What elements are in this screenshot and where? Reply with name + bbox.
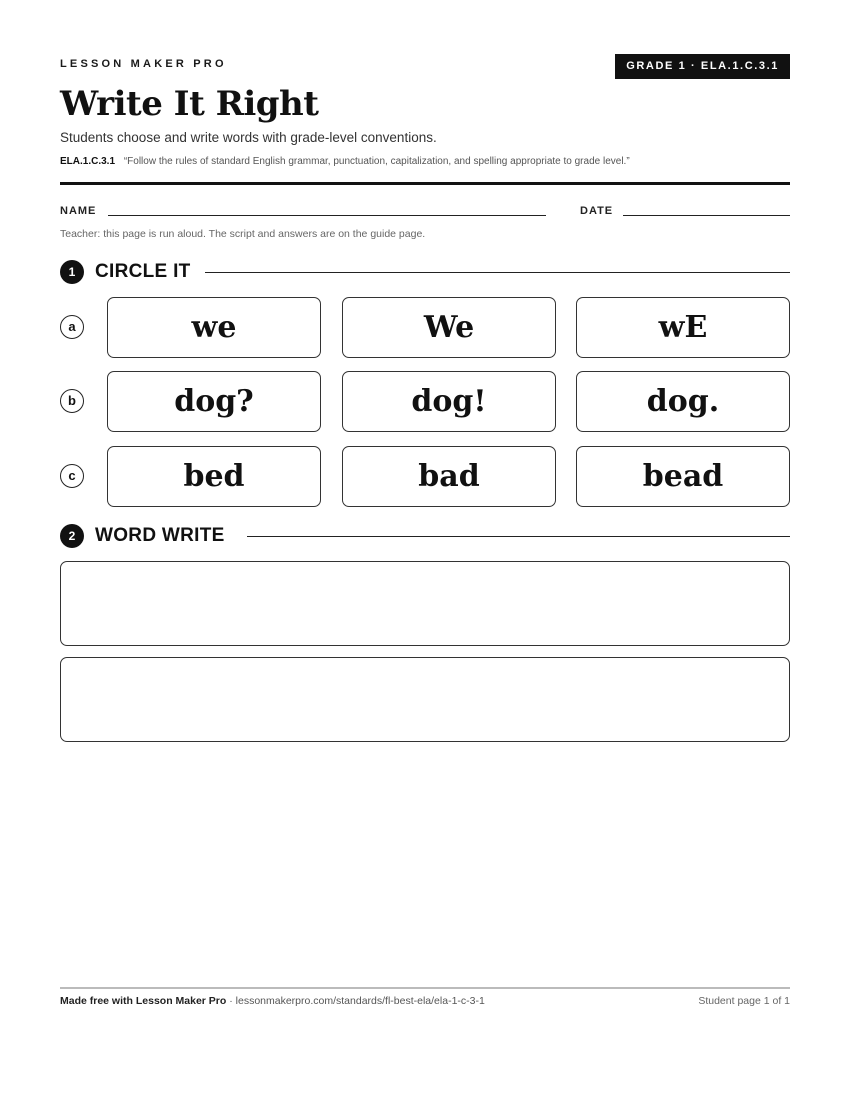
date-label: DATE — [580, 205, 614, 217]
choice-b-3[interactable]: dog. — [576, 371, 790, 432]
section-number: 2 — [60, 524, 84, 548]
section-title: WORD WRITE — [95, 525, 237, 547]
footer-credit — [60, 995, 485, 1007]
choice-a-3[interactable]: wE — [576, 297, 790, 358]
choice-b-2[interactable]: dog! — [342, 371, 556, 432]
row-letter-b: b — [60, 389, 84, 413]
section-number: 1 — [60, 260, 84, 284]
teacher-note: Teacher: this page is run aloud. The script and answers are on the guide page. — [60, 228, 426, 240]
page-title: Write It Right — [60, 84, 319, 124]
brand-name: LESSON MAKER PRO — [60, 58, 227, 70]
section-header-word-write — [60, 524, 790, 548]
choice-a-2[interactable]: We — [342, 297, 556, 358]
date-field[interactable] — [623, 215, 790, 216]
word-write-box-2[interactable] — [60, 657, 790, 742]
section-title: CIRCLE IT — [95, 261, 203, 283]
row-letter-a: a — [60, 315, 84, 339]
word-write-box-1[interactable] — [60, 561, 790, 646]
name-label: NAME — [60, 205, 97, 217]
choice-c-1[interactable]: bed — [107, 446, 321, 507]
footer-url[interactable]: · lessonmakerpro.com/standards/fl-best-ela/ela-1-c-3-1 — [226, 995, 485, 1007]
name-field[interactable] — [108, 215, 546, 216]
footer-divider — [60, 987, 790, 989]
choice-b-1[interactable]: dog? — [107, 371, 321, 432]
row-letter-c: c — [60, 464, 84, 488]
standard-code: ELA.1.C.3.1 — [60, 156, 116, 167]
standard-line — [60, 156, 630, 167]
choice-a-1[interactable]: we — [107, 297, 321, 358]
page-subtitle: Students choose and write words with grade-level conventions. — [60, 130, 437, 145]
choice-c-2[interactable]: bad — [342, 446, 556, 507]
worksheet-page — [60, 0, 790, 1100]
section-divider — [205, 272, 790, 273]
standard-description: “Follow the rules of standard English grammar, punctuation, capitalization, and spelling appropriate to grade level.” — [123, 156, 630, 167]
footer-made-with: Made free with Lesson Maker Pro — [60, 995, 227, 1007]
footer-page-label: Student page 1 of 1 — [698, 995, 790, 1007]
choice-c-3[interactable]: bead — [576, 446, 790, 507]
grade-badge: GRADE 1 · ELA.1.C.3.1 — [615, 54, 790, 79]
header-divider — [60, 182, 790, 185]
section-divider — [247, 536, 790, 537]
section-header-circle-it — [60, 260, 790, 284]
